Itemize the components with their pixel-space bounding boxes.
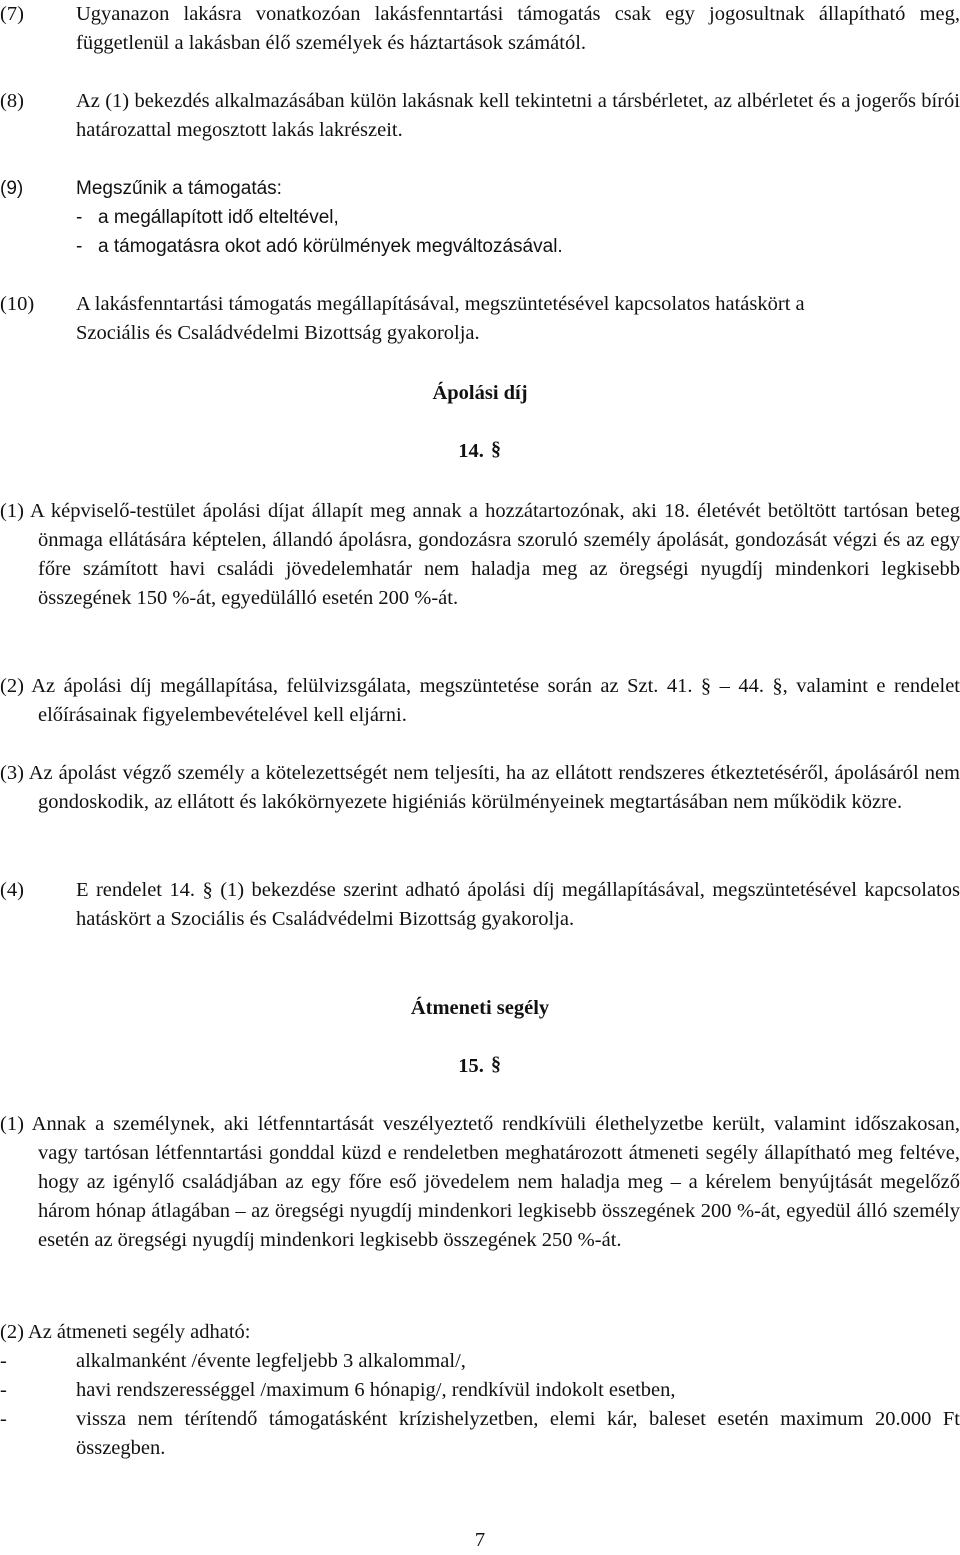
dash: - — [76, 207, 83, 228]
paragraph-text: Az (1) bekezdés alkalmazásában külön lakásnak kell tekintetni a társbérletet, az albérletet és a jogerős bírói határozattal megosztott lakás lakrészeit. — [76, 90, 960, 141]
section-title: Ápolási díj — [432, 382, 528, 404]
dash: - — [0, 1379, 7, 1401]
dash: - — [0, 1408, 7, 1430]
dash: - — [0, 1350, 7, 1372]
paragraph-number: (4) — [0, 879, 24, 901]
paragraph-number: (7) — [0, 3, 24, 25]
document-page: (7) Ugyanazon lakásra vonatkozóan lakásfenntartási támogatás csak egy jogosultnak állapítható meg, függetlenül a lakásban élő személyek és háztartások számától. (8) Az (1) bekezdés alkalmazásában külön lakásnak kell tekintetni a társbérletet, az albérletet és a jogerős bírói határozattal megosztott lakás lakrészeit. (9) Megszűnik a támogatás: - a megállapított idő elteltével, - a támogatásra okot adó körülmények megváltozásával. (10) A lakásfenntartási támogatás megállapításával, megszüntetésével kapcsolatos hatáskört a Szociális és Családvédelmi Bizottság gyakorolja. Ápolási díj 14. § (1) A képviselő-testület ápolási díjat állapít meg annak a hozzátartozónak, aki 18. életévét betöltött tartósan beteg önmaga ellátására képtelen, állandó ápolásra, gondozásra szoruló személy ápolását, gondozását végzi és az egy főre számított havi családi jövedelemhatár nem haladja meg az öregségi nyugdíj mindenkori legkisebb összegének 150 %-át, egyedülálló esetén 200 %-át. (2) Az ápolási díj megállapítása, felülvizsgálata, megszüntetése során az Szt. 41. § – 44. §, valamint e rendelet előírásainak figyelembevételével kell eljárni. (3) Az ápolást végző személy a kötelezettségét nem teljesíti, ha az ellátott rendszeres étkeztetéséről, ápolásáról nem gondoskodik, az ellátott és lakókörnyezete higiéniás körülményeinek megtartásában nem működik közre. (4) E rendelet 14. § (1) bekezdése szerint adható ápolási díj megállapításával, megszüntetésével kapcsolatos hatáskört a Szociális és Családvédelmi Bizottság gyakorolja. Átmeneti segély 15. § (1) Annak a személynek, aki létfenntartását veszélyeztető rendkívüli élethelyzetbe került, valamint időszakosan, vagy tartósan létfenntartási gonddal küzd e rendeletben meghatározott átmeneti segély állapítható meg feltéve, hogy az igénylő családjában az egy főre eső jövedelem nem haladja meg – a kérelem benyújtását megelőző három hónap átlagában – az öregségi nyugdíj mindenkori legkisebb összegének 200 %-át, egyedül álló személy esetén az öregségi nyugdíj mindenkori legkisebb összegének 250 %-át. (2) Az átmeneti segély adható: - alkalmanként /évente legfeljebb 3 alkalommal/, - havi rendszerességgel /maximum 6 hónapig/, rendkívül indokolt esetben, - vissza nem térítendő támogatásként krízishelyzetben, elemi kár, baleset esetén maximum 20.000 Ft összegben. 7 — [0, 0, 960, 1554]
paragraph-14-3: (3) Az ápolást végző személy a kötelezettségét nem teljesíti, ha az ellátott rendszeres étkeztetéséről, ápolásáról nem gondoskodik, az ellátott és lakókörnyezete higiéniás körülményeinek megtartásában nem működik közre. — [0, 762, 960, 813]
paragraph-15-1: (1) Annak a személynek, aki létfenntartását veszélyeztető rendkívüli élethelyzetbe került, valamint időszakosan, vagy tartósan létfenntartási gonddal küzd e rendeletben meghatározott átmeneti segély állapítható meg feltéve, hogy az igénylő családjában az egy főre eső jövedelem nem haladja meg – a kérelem benyújtását megelőző három hónap átlagában – az öregségi nyugdíj mindenkori legkisebb összegének 200 %-át, egyedül álló személy esetén az öregségi nyugdíj mindenkori legkisebb összegének 250 %-át. — [0, 1113, 960, 1251]
paragraph-number: (10) — [0, 293, 35, 315]
svg-text:§: § — [490, 1053, 501, 1075]
paragraph-intro: Megszűnik a támogatás: — [76, 178, 282, 199]
paragraph-text: Ugyanazon lakásra vonatkozóan lakásfenntartási támogatás csak egy jogosultnak állapítható meg, függetlenül a lakásban élő személyek és háztartások számától. — [76, 3, 960, 54]
svg-text:§: § — [490, 438, 501, 460]
dash: - — [76, 236, 83, 257]
paragraph-intro: (2) Az átmeneti segély adható: — [0, 1321, 251, 1343]
paragraph-text: E rendelet 14. § (1) bekezdése szerint adható ápolási díj megállapításával, megszüntetésével kapcsolatos hatáskört a Szociális és Családvédelmi Bizottság gyakorolja. — [76, 879, 960, 930]
page-number: 7 — [474, 1529, 486, 1551]
paragraph-14-2: (2) Az ápolási díj megállapítása, felülvizsgálata, megszüntetése során az Szt. 41. § – 44. §, valamint e rendelet előírásainak figyelembevételével kell eljárni. — [0, 675, 960, 726]
section-number: 14. § — [458, 438, 501, 462]
section-title: Átmeneti segély — [410, 997, 550, 1019]
paragraph-number: (8) — [0, 90, 24, 112]
section-sign-icon — [490, 438, 502, 458]
paragraph-number: (9) — [0, 178, 24, 199]
section-sign-icon — [490, 1053, 502, 1073]
section-number: 15. § — [458, 1053, 501, 1077]
paragraph-text: A lakásfenntartási támogatás megállapításával, megszüntetésével kapcsolatos hatáskört a Szociális és Családvédelmi Bizottság gyakorolja. — [76, 293, 805, 344]
paragraph-14-1: (1) A képviselő-testület ápolási díjat állapít meg annak a hozzátartozónak, aki 18. életévét betöltött tartósan beteg önmaga ellátására képtelen, állandó ápolásra, gondozásra szoruló személy ápolását, gondozását végzi és az egy főre számított havi családi jövedelemhatár nem haladja meg az öregségi nyugdíj mindenkori legkisebb összegének 150 %-át, egyedülálló esetén 200 %-át. — [0, 500, 960, 609]
